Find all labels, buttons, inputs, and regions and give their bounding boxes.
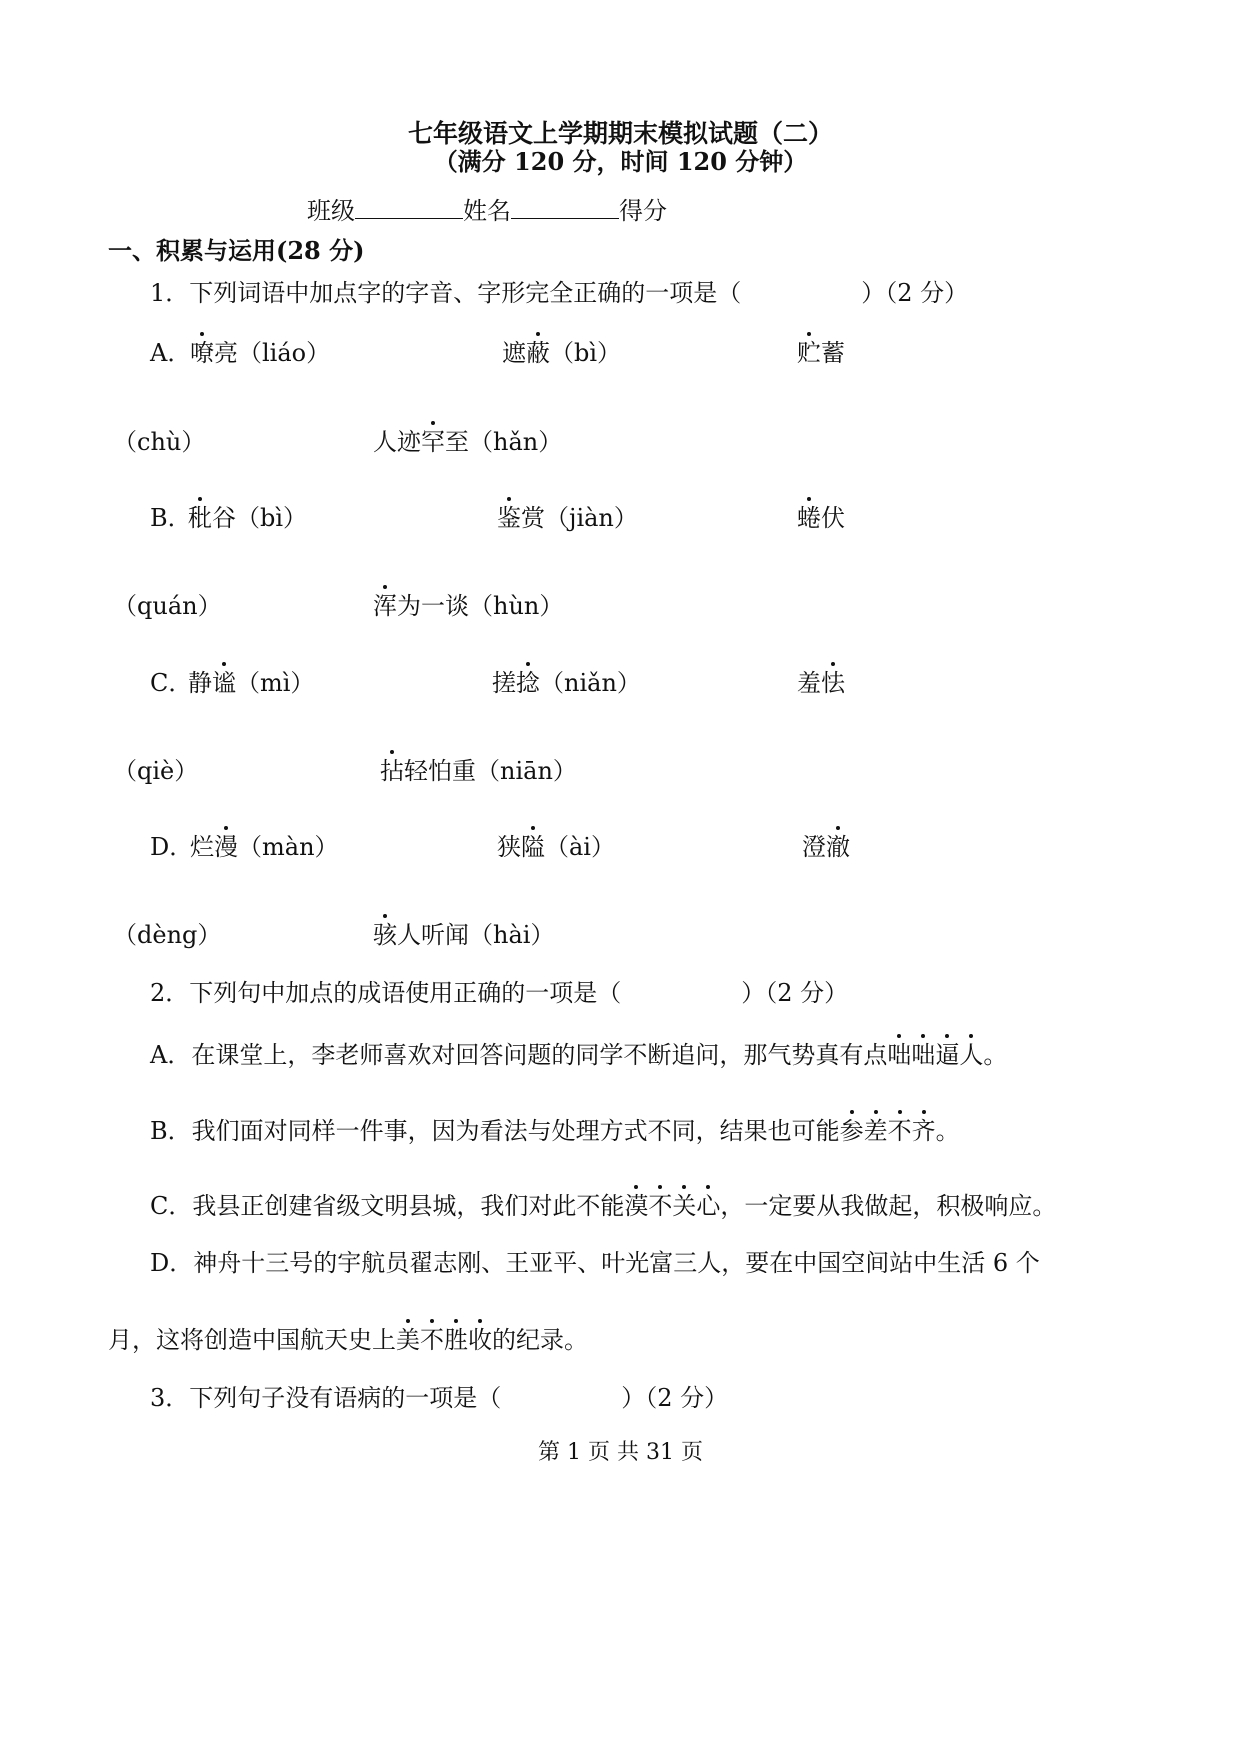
q1-c-word-2	[492, 667, 641, 699]
q1-d-word-3	[802, 831, 850, 863]
name-label: 姓名	[463, 197, 511, 225]
q1-c-word-3	[797, 667, 845, 699]
q2-option-a	[150, 1039, 1007, 1071]
q1-d-word-3-pinyin: （dèng）	[113, 921, 222, 949]
section-heading: 一、积累与运用(28 分)	[108, 236, 365, 265]
q1-c-word-3-pinyin: （qiè）	[113, 757, 199, 785]
dotted-char: 鉴	[497, 504, 521, 532]
dotted-char: 咄	[887, 1041, 912, 1069]
q1-a-word-1	[190, 337, 330, 369]
dotted-char: 嘹	[190, 339, 214, 367]
word-rest: 亮（liáo）	[214, 339, 331, 367]
word-char: 狭	[497, 833, 521, 861]
word-char: 烂	[190, 833, 214, 861]
word-rest: 赏（jiàn）	[521, 504, 638, 532]
q1-option-a-letter: A．	[150, 339, 192, 367]
q2-option-d-line2	[108, 1324, 588, 1356]
q1-option-d-letter: D．	[150, 833, 194, 861]
q2-option-b	[150, 1115, 960, 1147]
dotted-char: 逼	[935, 1041, 960, 1069]
sentence-text: 的纪录。	[492, 1326, 588, 1354]
word-char: 静	[188, 669, 212, 697]
dotted-char: 蔽	[526, 339, 550, 367]
word-rest: （ài）	[545, 833, 615, 861]
exam-subtitle: （满分 120 分，时间 120 分钟）	[433, 147, 808, 176]
q1-stem: 1．下列词语中加点字的字音、字形完全正确的一项是（ ）（2 分）	[150, 279, 969, 307]
word-rest: 人听闻（hài）	[397, 921, 555, 949]
dotted-char: 齐	[911, 1117, 936, 1145]
dotted-char: 浑	[373, 592, 397, 620]
dotted-char: 贮	[797, 339, 821, 367]
word-rest: （mì）	[236, 669, 315, 697]
dotted-char: 怯	[821, 669, 845, 697]
dotted-char: 漠	[624, 1192, 649, 1220]
sentence-text: C．我县正创建省级文明县城，我们对此不能	[150, 1192, 625, 1220]
score-label: 得分	[619, 197, 667, 225]
q1-c-word-4	[380, 755, 577, 787]
exam-title: 七年级语文上学期期末模拟试题（二）	[407, 119, 833, 148]
dotted-char: 谧	[212, 669, 236, 697]
word-char: 搓	[492, 669, 516, 697]
student-info	[307, 192, 667, 227]
sentence-text: A．在课堂上，李老师喜欢对回答问题的同学不断追问，那气势真有点	[150, 1041, 888, 1069]
q1-b-word-2	[497, 502, 638, 534]
q1-b-word-4	[373, 590, 563, 622]
class-blank[interactable]	[355, 192, 463, 219]
q2-option-c	[150, 1190, 1056, 1222]
q1-d-word-2	[497, 831, 615, 863]
word-char: 羞	[797, 669, 821, 697]
q2-stem: 2．下列句中加点的成语使用正确的一项是（ ）（2 分）	[150, 979, 849, 1007]
q1-d-word-4	[373, 919, 554, 951]
q2-option-d-line1: D．神舟十三号的宇航员翟志刚、王亚平、叶光富三人，要在中国空间站中生活 6 个	[150, 1249, 1040, 1277]
dotted-char: 秕	[188, 504, 212, 532]
dotted-char: 不	[420, 1326, 444, 1354]
word-char: 澄	[802, 833, 826, 861]
q1-option-c-letter: C．	[150, 669, 193, 697]
dotted-char: 隘	[521, 833, 545, 861]
sentence-text: 。	[983, 1041, 1008, 1069]
dotted-char: 骇	[373, 921, 397, 949]
dotted-char: 捻	[516, 669, 540, 697]
sentence-text: B．我们面对同样一件事，因为看法与处理方式不同，结果也可能	[150, 1117, 840, 1145]
word-rest: （bì）	[550, 339, 622, 367]
q1-a-word-3	[797, 337, 845, 369]
word-rest: 蓄	[821, 339, 845, 367]
q1-a-word-4	[373, 426, 562, 458]
q1-option-b-letter: B．	[150, 504, 192, 532]
dotted-char: 收	[468, 1326, 492, 1354]
q1-c-word-1	[188, 667, 314, 699]
word-char: 人迹	[373, 428, 421, 456]
dotted-char: 参	[839, 1117, 864, 1145]
q1-b-word-3	[797, 502, 845, 534]
dotted-char: 蜷	[797, 504, 821, 532]
q1-d-word-1	[190, 831, 339, 863]
sentence-text: 。	[935, 1117, 960, 1145]
sentence-text: 月，这将创造中国航天史上	[108, 1326, 396, 1354]
word-rest: （màn）	[238, 833, 339, 861]
dotted-char: 拈	[380, 757, 404, 785]
q1-a-word-3-pinyin: （chù）	[113, 428, 206, 456]
dotted-char: 澈	[826, 833, 850, 861]
dotted-char: 漫	[214, 833, 238, 861]
word-rest: 轻怕重（niān）	[404, 757, 577, 785]
q1-a-word-2	[502, 337, 621, 369]
q1-b-word-3-pinyin: （quán）	[113, 592, 222, 620]
q1-b-word-1	[188, 502, 307, 534]
dotted-char: 美	[396, 1326, 420, 1354]
dotted-char: 不	[648, 1192, 673, 1220]
page-footer: 第 1 页 共 31 页	[538, 1440, 703, 1465]
dotted-char: 关	[672, 1192, 697, 1220]
word-char: 遮	[502, 339, 526, 367]
word-rest: （niǎn）	[540, 669, 641, 697]
word-rest: 伏	[821, 504, 845, 532]
q3-stem: 3．下列句子没有语病的一项是（ ）（2 分）	[150, 1384, 729, 1412]
name-blank[interactable]	[511, 192, 619, 219]
word-rest: 谷（bì）	[212, 504, 308, 532]
dotted-char: 差	[863, 1117, 888, 1145]
class-label: 班级	[307, 197, 355, 225]
sentence-text: ，一定要从我做起，积极响应。	[720, 1192, 1057, 1220]
dotted-char: 不	[887, 1117, 912, 1145]
dotted-char: 胜	[444, 1326, 468, 1354]
dotted-char: 人	[959, 1041, 984, 1069]
word-rest: 至（hǎn）	[445, 428, 563, 456]
word-rest: 为一谈（hùn）	[397, 592, 564, 620]
dotted-char: 罕	[421, 428, 445, 456]
dotted-char: 心	[696, 1192, 721, 1220]
dotted-char: 咄	[911, 1041, 936, 1069]
